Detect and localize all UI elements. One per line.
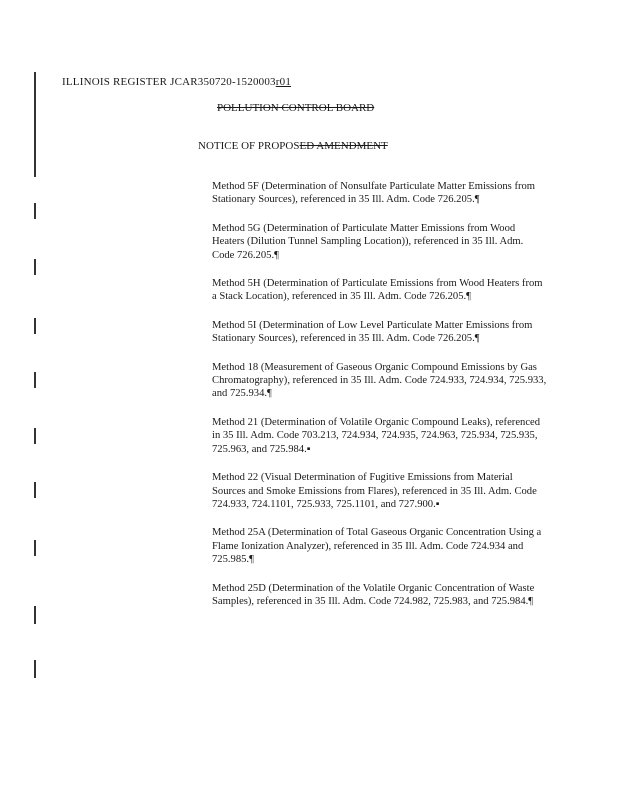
notice-title-text: NOTICE OF PROPOS (198, 140, 300, 152)
revision-bar (34, 259, 36, 275)
method-entry: Method 25A (Determination of Total Gaseous Organic Concentration Using a Flame Ionization Analyzer), referenced in 35 Ill. Adm. Code 724.934 and 725.985.¶ (212, 527, 542, 566)
register-header (62, 76, 291, 88)
notice-title (198, 140, 388, 152)
method-entry: Method 22 (Visual Determination of Fugitive Emissions from Material Sources and Smoke Emissions from Flares), referenced in 35 Ill. Adm. Code 724.933, 724.1101, 725.933, 725.1101, and 727.900.▪ (212, 472, 537, 510)
method-entry: Method 5H (Determination of Particulate Emissions from Wood Heaters from a Stack Location), referenced in 35 Ill. Adm. Code 726.205.¶ (212, 278, 543, 303)
revision-bar (34, 606, 36, 624)
method-entry: Method 25D (Determination of the Volatile Organic Concentration of Waste Samples), referenced in 35 Ill. Adm. Code 724.982, 725.983, and 725.984.¶ (212, 582, 535, 607)
method-entry: Method 18 (Measurement of Gaseous Organic Compound Emissions by Gas Chromatography), referenced in 35 Ill. Adm. Code 724.933, 724.934, 725.933, and 725.934.¶ (212, 361, 547, 400)
revision-bar (34, 482, 36, 498)
revision-bar (34, 318, 36, 334)
method-entry: Method 5F (Determination of Nonsulfate Particulate Matter Emissions from Stationary Sources), referenced in 35 Ill. Adm. Code 726.205.¶ (212, 181, 536, 206)
board-title: POLLUTION CONTROL BOARD (217, 102, 375, 114)
register-header-suffix: r01 (275, 76, 292, 88)
revision-bar (34, 660, 36, 678)
revision-bar (34, 72, 36, 177)
revision-bar (34, 203, 36, 219)
revision-bar (34, 372, 36, 388)
notice-title-struck: ED AMENDMENT (299, 140, 388, 152)
revision-bar (34, 428, 36, 444)
method-list (212, 180, 547, 623)
register-header-text: ILLINOIS REGISTER JCAR350720-1520003 (62, 76, 276, 88)
method-entry: Method 21 (Determination of Volatile Organic Compound Leaks), referenced in 35 Ill. Adm. Code 703.213, 724.934, 724.935, 724.963, 725.934, 725.935, 725.963, and 725.984.▪ (212, 416, 541, 455)
method-entry: Method 5I (Determination of Low Level Particulate Matter Emissions from Stationary Sources), referenced in 35 Ill. Adm. Code 726.205.¶ (212, 319, 533, 345)
method-entry: Method 5G (Determination of Particulate Matter Emissions from Wood Heaters (Dilution Tunnel Sampling Location)), referenced in 35 Ill. Adm. Code 726.205.¶ (212, 222, 524, 261)
revision-bar (34, 540, 36, 556)
